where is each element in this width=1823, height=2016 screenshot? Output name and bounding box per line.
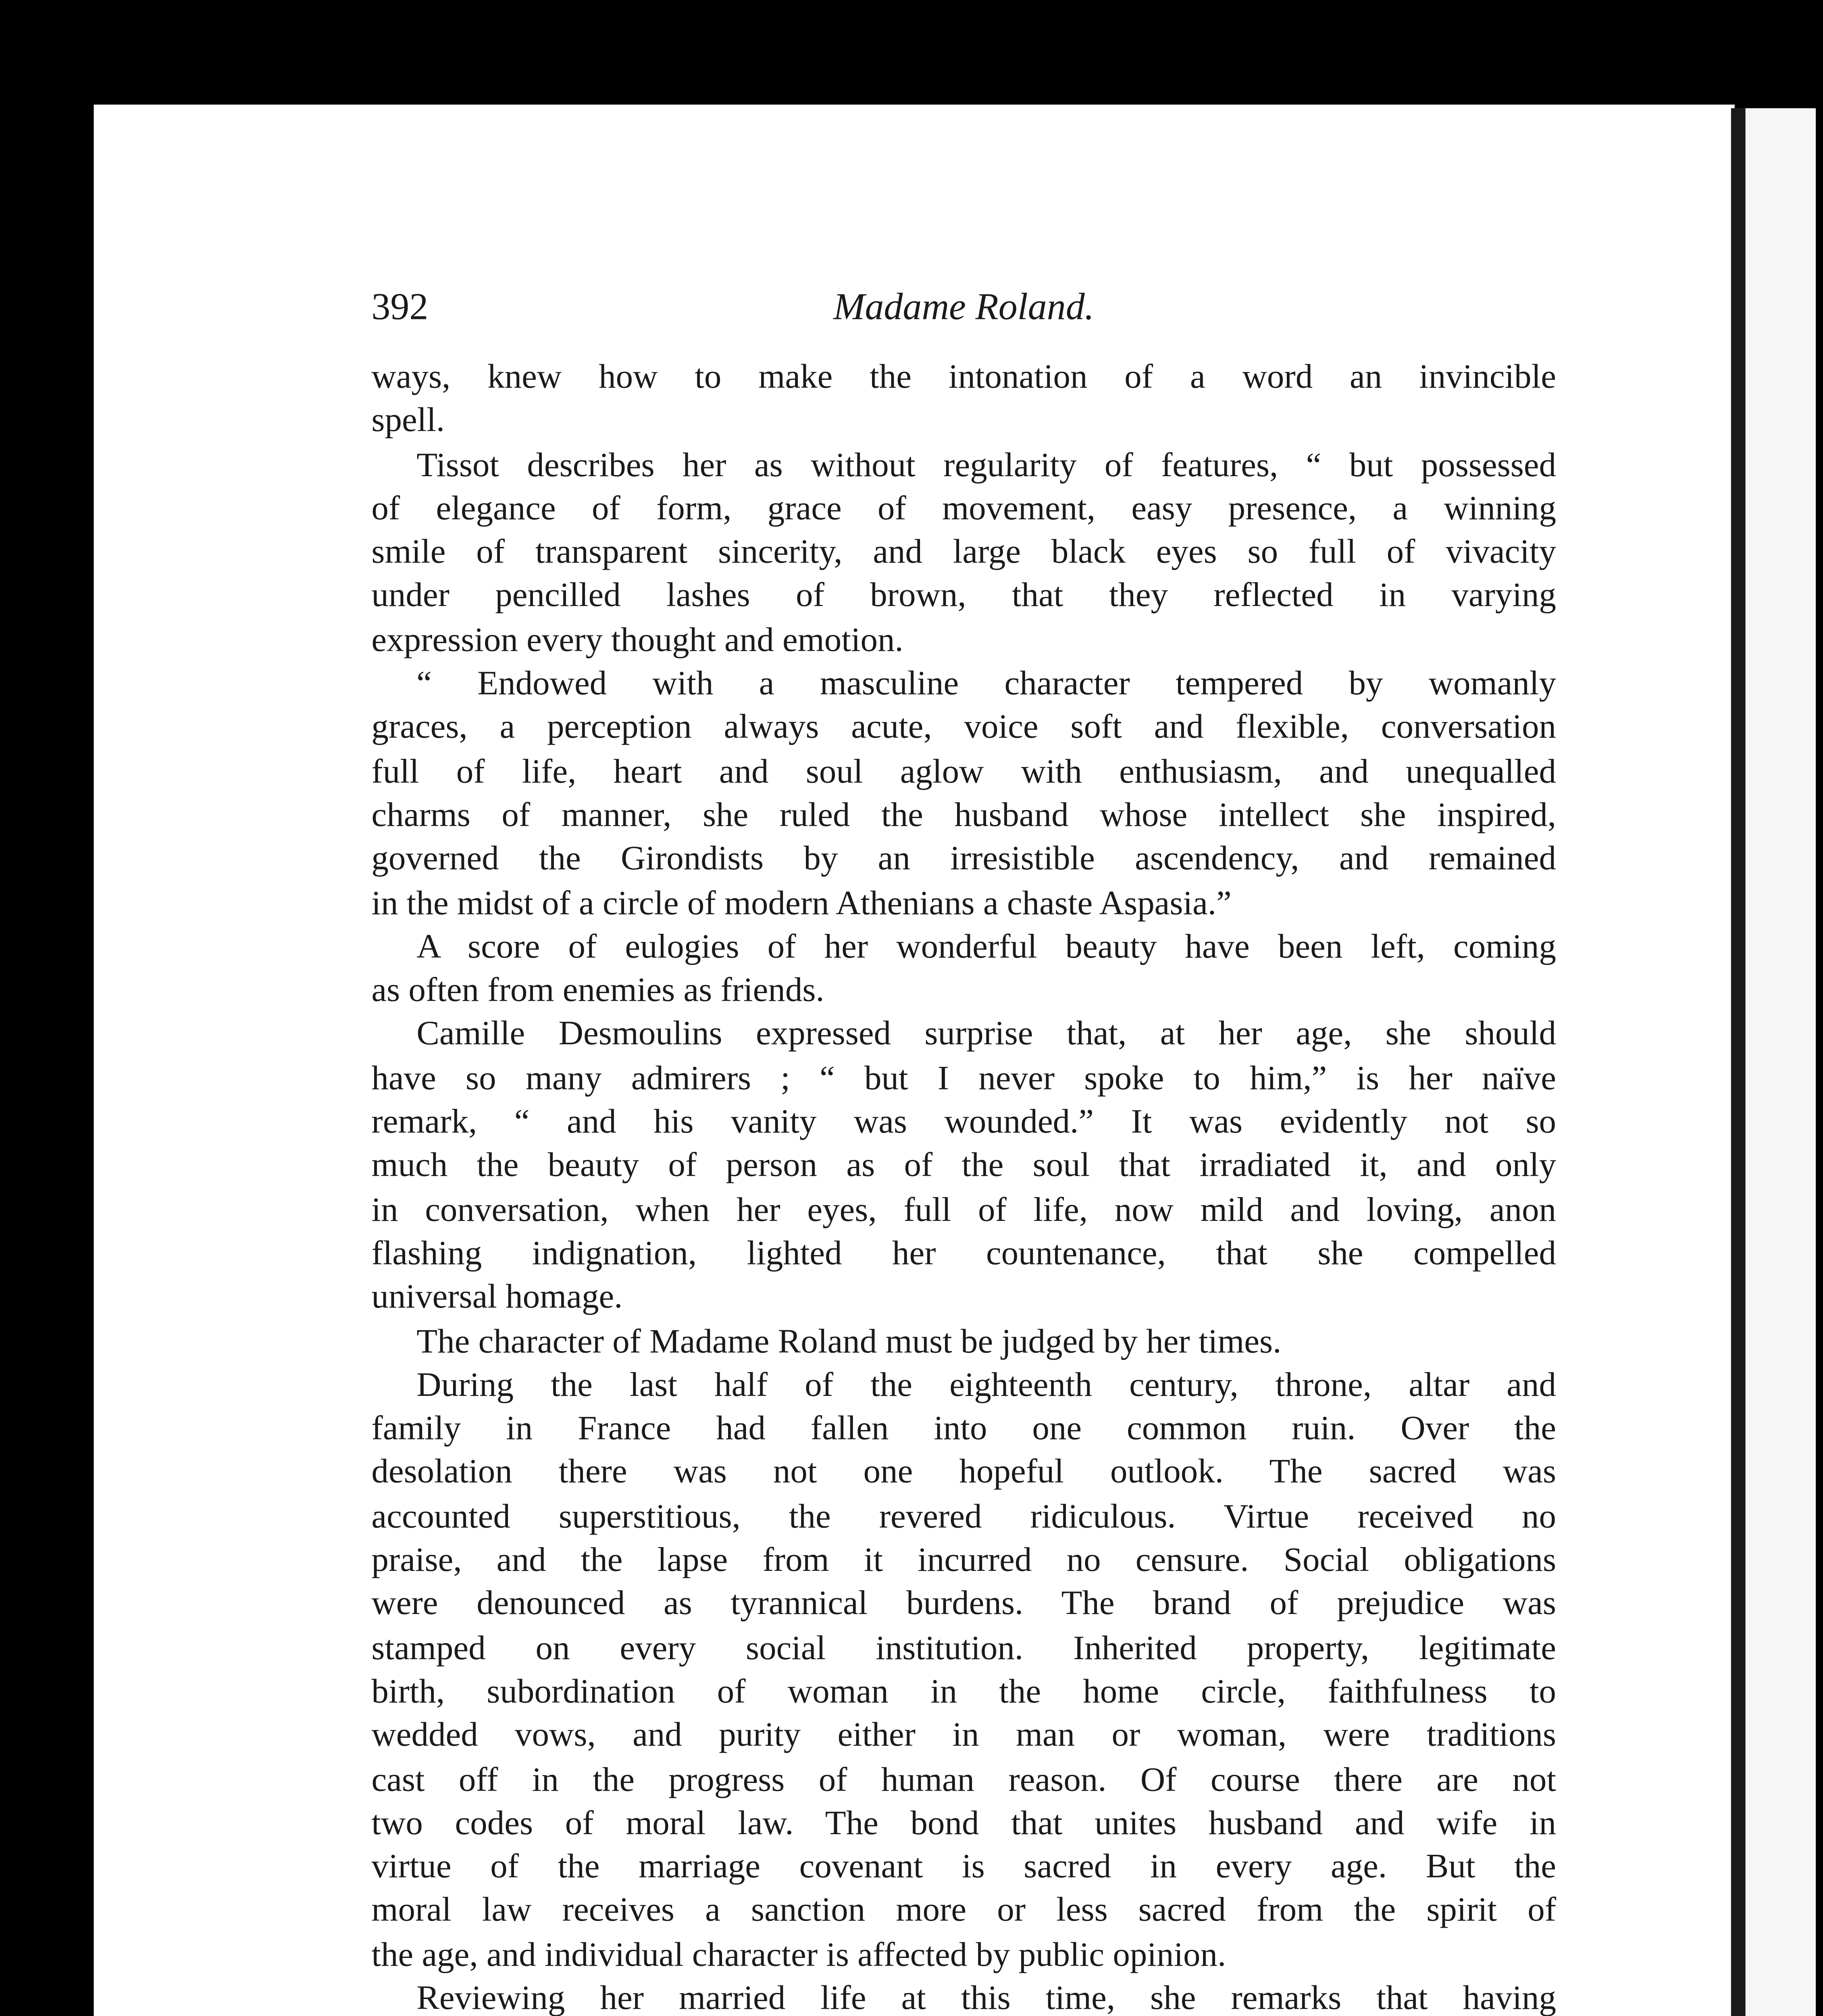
text-line: much the beauty of person as of the soul that irradiated it, and only: [371, 1148, 1557, 1186]
facing-page-edge: [1731, 108, 1816, 2016]
text-line: cast off in the progress of human reason. Of course there are not: [371, 1761, 1557, 1799]
text-line: the age, and individual character is affected by public opinion.: [371, 1936, 1226, 1974]
text-line: two codes of moral law. The bond that unites husband and wife in: [371, 1805, 1557, 1843]
text-line: smile of transparent sincerity, and large black eyes so full of vivacity: [371, 534, 1557, 572]
text-line: spell.: [371, 402, 445, 441]
text-line: “ Endowed with a masculine character tempered by womanly: [416, 665, 1557, 704]
page-header: [371, 285, 1556, 335]
body-text: [371, 357, 1556, 2016]
text-line: Tissot describes her as without regularity of features, “ but possessed: [416, 446, 1557, 485]
text-line: were denounced as tyrannical burdens. The brand of prejudice was: [371, 1585, 1557, 1624]
text-line: moral law receives a sanction more or less sacred from the spirit of: [371, 1892, 1557, 1931]
text-line: A score of eulogies of her wonderful beauty have been left, coming: [416, 928, 1557, 966]
text-line: as often from enemies as friends.: [371, 972, 824, 1010]
text-line: full of life, heart and soul aglow with enthusiasm, and unequalled: [371, 753, 1557, 791]
text-line: stamped on every social institution. Inherited property, legitimate: [371, 1629, 1557, 1668]
text-line: universal homage.: [371, 1279, 623, 1317]
text-line: have so many admirers ; “ but I never spoke to him,” is her naïve: [371, 1060, 1557, 1098]
text-line: accounted superstitious, the revered ridiculous. Virtue received no: [371, 1498, 1557, 1536]
text-line: flashing indignation, lighted her countenance, that she compelled: [371, 1235, 1557, 1273]
text-line: Camille Desmoulins expressed surprise that, at her age, she should: [416, 1016, 1557, 1054]
text-line: desolation there was not one hopeful outlook. The sacred was: [371, 1454, 1557, 1492]
text-line: Reviewing her married life at this time, she remarks that having: [416, 1980, 1557, 2016]
text-line: birth, subordination of woman in the home circle, faithfulness to: [371, 1673, 1557, 1712]
text-line: During the last half of the eighteenth century, throne, altar and: [416, 1366, 1557, 1405]
running-title: Madame Roland.: [833, 285, 1095, 329]
text-line: of elegance of form, grace of movement, easy presence, a winning: [371, 490, 1557, 529]
text-line: graces, a perception always acute, voice soft and flexible, conversation: [371, 709, 1557, 748]
text-line: ways, knew how to make the intonation of a word an invincible: [371, 359, 1557, 397]
text-line: in conversation, when her eyes, full of life, now mild and loving, anon: [371, 1191, 1557, 1229]
text-line: under pencilled lashes of brown, that they reflected in varying: [371, 578, 1557, 616]
page-number: 392: [371, 285, 429, 329]
text-line: wedded vows, and purity either in man or woman, were traditions: [371, 1717, 1557, 1755]
text-line: remark, “ and his vanity was wounded.” It was evidently not so: [371, 1104, 1557, 1142]
text-line: in the midst of a circle of modern Athenians a chaste Aspasia.”: [371, 885, 1232, 923]
text-line: The character of Madame Roland must be judged by her times.: [416, 1322, 1282, 1361]
text-line: governed the Girondists by an irresistible ascendency, and remained: [371, 841, 1557, 879]
text-line: charms of manner, she ruled the husband whose intellect she inspired,: [371, 797, 1557, 835]
text-line: expression every thought and emotion.: [371, 622, 903, 660]
text-line: family in France had fallen into one common ruin. Over the: [371, 1410, 1557, 1449]
text-line: praise, and the lapse from it incurred no censure. Social obligations: [371, 1542, 1557, 1580]
gutter-shadow: [1731, 108, 1746, 2016]
text-line: virtue of the marriage covenant is sacred in every age. But the: [371, 1849, 1557, 1887]
